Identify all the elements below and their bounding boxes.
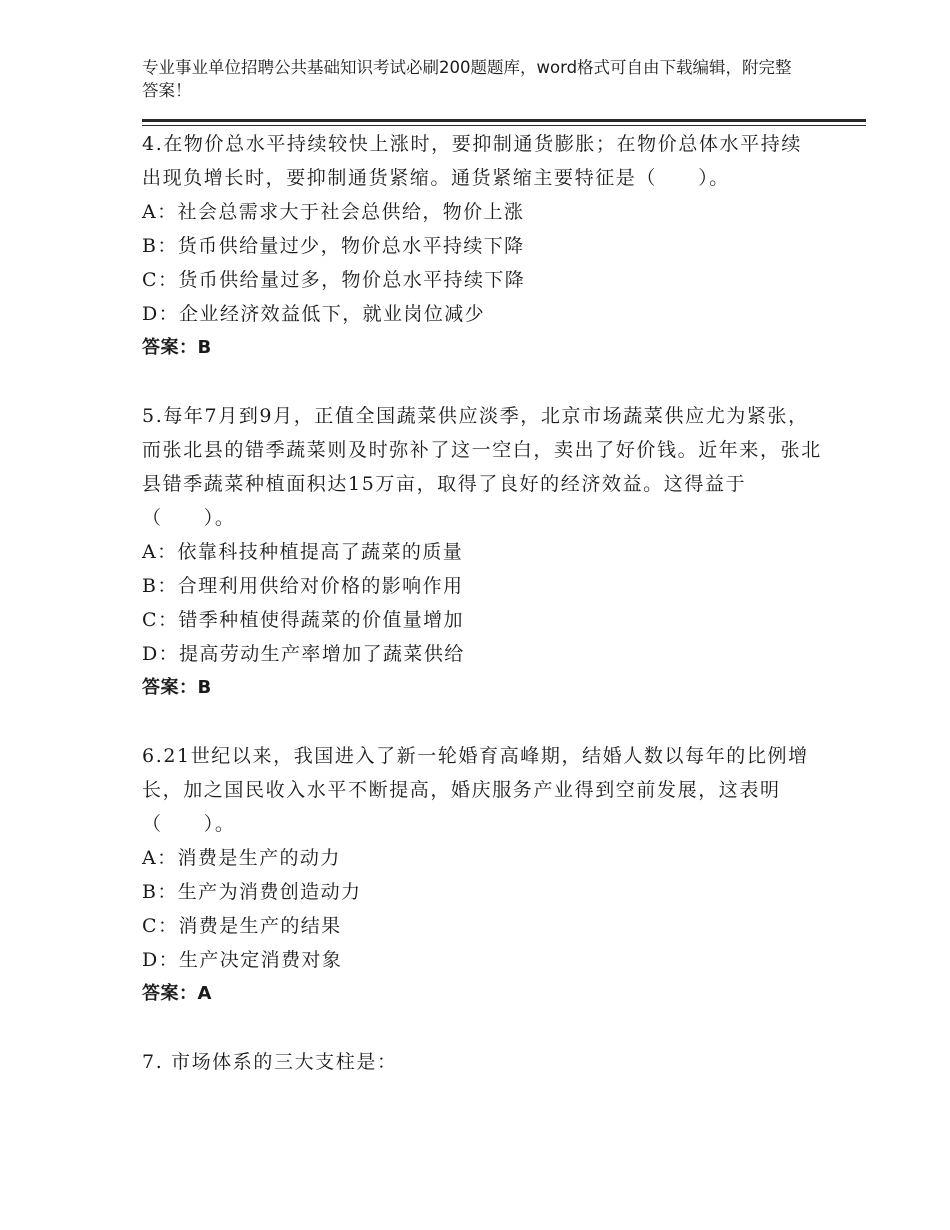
option-d: D：生产决定消费对象 [142, 949, 343, 971]
header-divider-thick [142, 119, 866, 122]
question-text: 5.每年7月到9月，正值全国蔬菜供应淡季，北京市场蔬菜供应尤为紧张，而张北县的错季蔬菜则及时弥补了这一空白，卖出了好价钱。近年来，张北县错季蔬菜种植面积达15万亩，取得了良好的经济效益。这得益于（ ）。 [142, 405, 822, 529]
question-list [142, 127, 822, 1113]
option-d: D：提高劳动生产率增加了蔬菜供给 [142, 643, 465, 665]
question-text: 4.在物价总水平持续较快上涨时，要抑制通货膨胀；在物价总体水平持续出现负增长时，要抑制通货紧缩。通货紧缩主要特征是（ ）。 [142, 133, 802, 189]
option-b: B：货币供给量过少，物价总水平持续下降 [142, 235, 525, 257]
option-a: A：消费是生产的动力 [142, 847, 341, 869]
question-5 [142, 399, 822, 705]
question-text: 7. 市场体系的三大支柱是： [142, 1051, 398, 1073]
question-text: 6.21世纪以来，我国进入了新一轮婚育高峰期，结婚人数以每年的比例增长，加之国民收入水平不断提高，婚庆服务产业得到空前发展，这表明（ ）。 [142, 745, 809, 835]
option-d: D：企业经济效益低下，就业岗位减少 [142, 303, 486, 325]
document-header: 专业事业单位招聘公共基础知识考试必刷200题题库，word格式可自由下载编辑，附完整答案！ [142, 58, 792, 100]
option-a: A：依靠科技种植提高了蔬菜的质量 [142, 541, 464, 563]
option-c: C：错季种植使得蔬菜的价值量增加 [142, 609, 464, 631]
question-4 [142, 127, 822, 365]
question-7 [142, 1045, 822, 1079]
answer-label: 答案：B [142, 677, 212, 698]
option-a: A：社会总需求大于社会总供给，物价上涨 [142, 201, 525, 223]
option-c: C：货币供给量过多，物价总水平持续下降 [142, 269, 526, 291]
header-divider-thin [142, 125, 866, 126]
question-6 [142, 739, 822, 1011]
answer-label: 答案：B [142, 337, 212, 358]
answer-label: 答案：A [142, 983, 212, 1004]
option-b: B：生产为消费创造动力 [142, 881, 362, 903]
option-b: B：合理利用供给对价格的影响作用 [142, 575, 464, 597]
option-c: C：消费是生产的结果 [142, 915, 342, 937]
